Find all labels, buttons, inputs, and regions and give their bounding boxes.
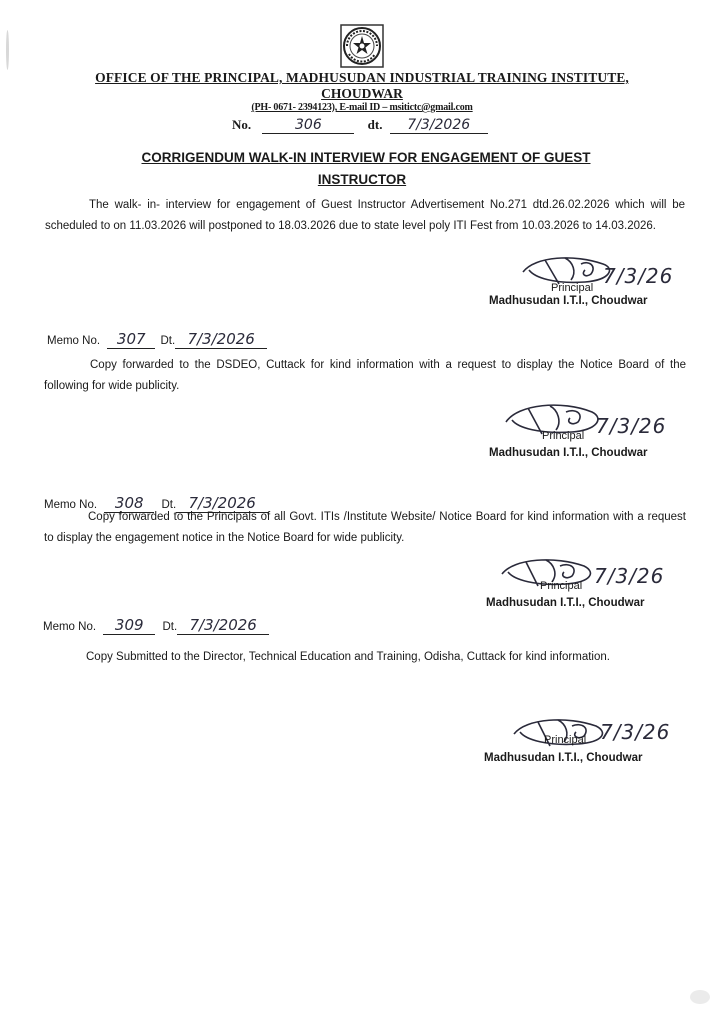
memo-date: 7/3/2026	[177, 616, 269, 635]
principal-label: Principal	[544, 734, 587, 746]
city-heading: CHOUDWAR	[321, 86, 403, 101]
signatory-org: Madhusudan I.T.I., Choudwar	[489, 295, 648, 307]
office-heading: OFFICE OF THE PRINCIPAL, MADHUSUDAN INDUSTRIAL TRAINING INSTITUTE,	[95, 70, 629, 85]
memo-label: Memo No.	[47, 335, 101, 347]
signatory-org: Madhusudan I.T.I., Choudwar	[489, 447, 648, 459]
notice-body: The walk- in- interview for engagement of Guest Instructor Advertisement No.271 dtd.26.02.2026 which will be scheduled to on 11.03.2026 will postponed to 18.03.2026 due to state level poly ITI Fest from 10.03.2026 to 14.03.2026.	[45, 199, 685, 232]
no-label: No.	[232, 117, 252, 132]
reference-number-line	[232, 117, 488, 134]
dt-value: 7/3/2026	[390, 117, 488, 134]
memo-dt-label: Dt.	[162, 621, 178, 633]
memo-date: 7/3/2026	[175, 330, 267, 349]
principal-label: Principal	[551, 282, 594, 294]
memo-text: Copy forwarded to the DSDEO, Cuttack for kind information with a request to display the Notice Board of the following for wide publicity.	[44, 359, 686, 392]
notice-title-line-1: CORRIGENDUM WALK-IN INTERVIEW FOR ENGAGEMENT OF GUEST	[141, 150, 591, 165]
signature-date: 7/3/26	[603, 264, 674, 288]
memo-label: Memo No.	[43, 621, 97, 633]
signature-date: 7/3/26	[594, 564, 665, 588]
no-value: 306	[262, 117, 354, 134]
contact-line: (PH- 0671- 2394123), E-mail ID – msitictc@gmail.com	[251, 102, 473, 113]
memo-label: Memo No.	[44, 499, 98, 511]
signatory-org: Madhusudan I.T.I., Choudwar	[486, 597, 645, 609]
memo-number: 308	[104, 494, 154, 513]
signature-date: 7/3/26	[596, 414, 667, 438]
principal-label: Principal	[542, 430, 585, 442]
signature-date: 7/3/26	[600, 720, 671, 744]
memo-dt-label: Dt.	[160, 335, 176, 347]
memo-dt-label: Dt.	[161, 499, 177, 511]
memo-date: 7/3/2026	[176, 494, 268, 513]
memo-line	[47, 330, 267, 349]
memo-number: 309	[103, 616, 155, 635]
memo-text: Copy forwarded to the Principals of all Govt. ITIs /Institute Website/ Notice Board for kind information with a request to display the engagement notice in the Notice Board for wide publicity.	[44, 511, 686, 544]
scan-mark	[6, 30, 9, 70]
institute-seal-icon	[340, 24, 384, 68]
memo-number: 307	[107, 330, 155, 349]
signatory-org: Madhusudan I.T.I., Choudwar	[484, 752, 643, 764]
dt-label: dt.	[367, 117, 383, 132]
principal-label: Principal	[540, 580, 583, 592]
scan-mark	[690, 990, 710, 1004]
notice-title-line-2: INSTRUCTOR	[317, 172, 407, 187]
memo-text: Copy Submitted to the Director, Technical Education and Training, Odisha, Cuttack for kind information.	[86, 651, 610, 663]
memo-line	[43, 616, 269, 635]
